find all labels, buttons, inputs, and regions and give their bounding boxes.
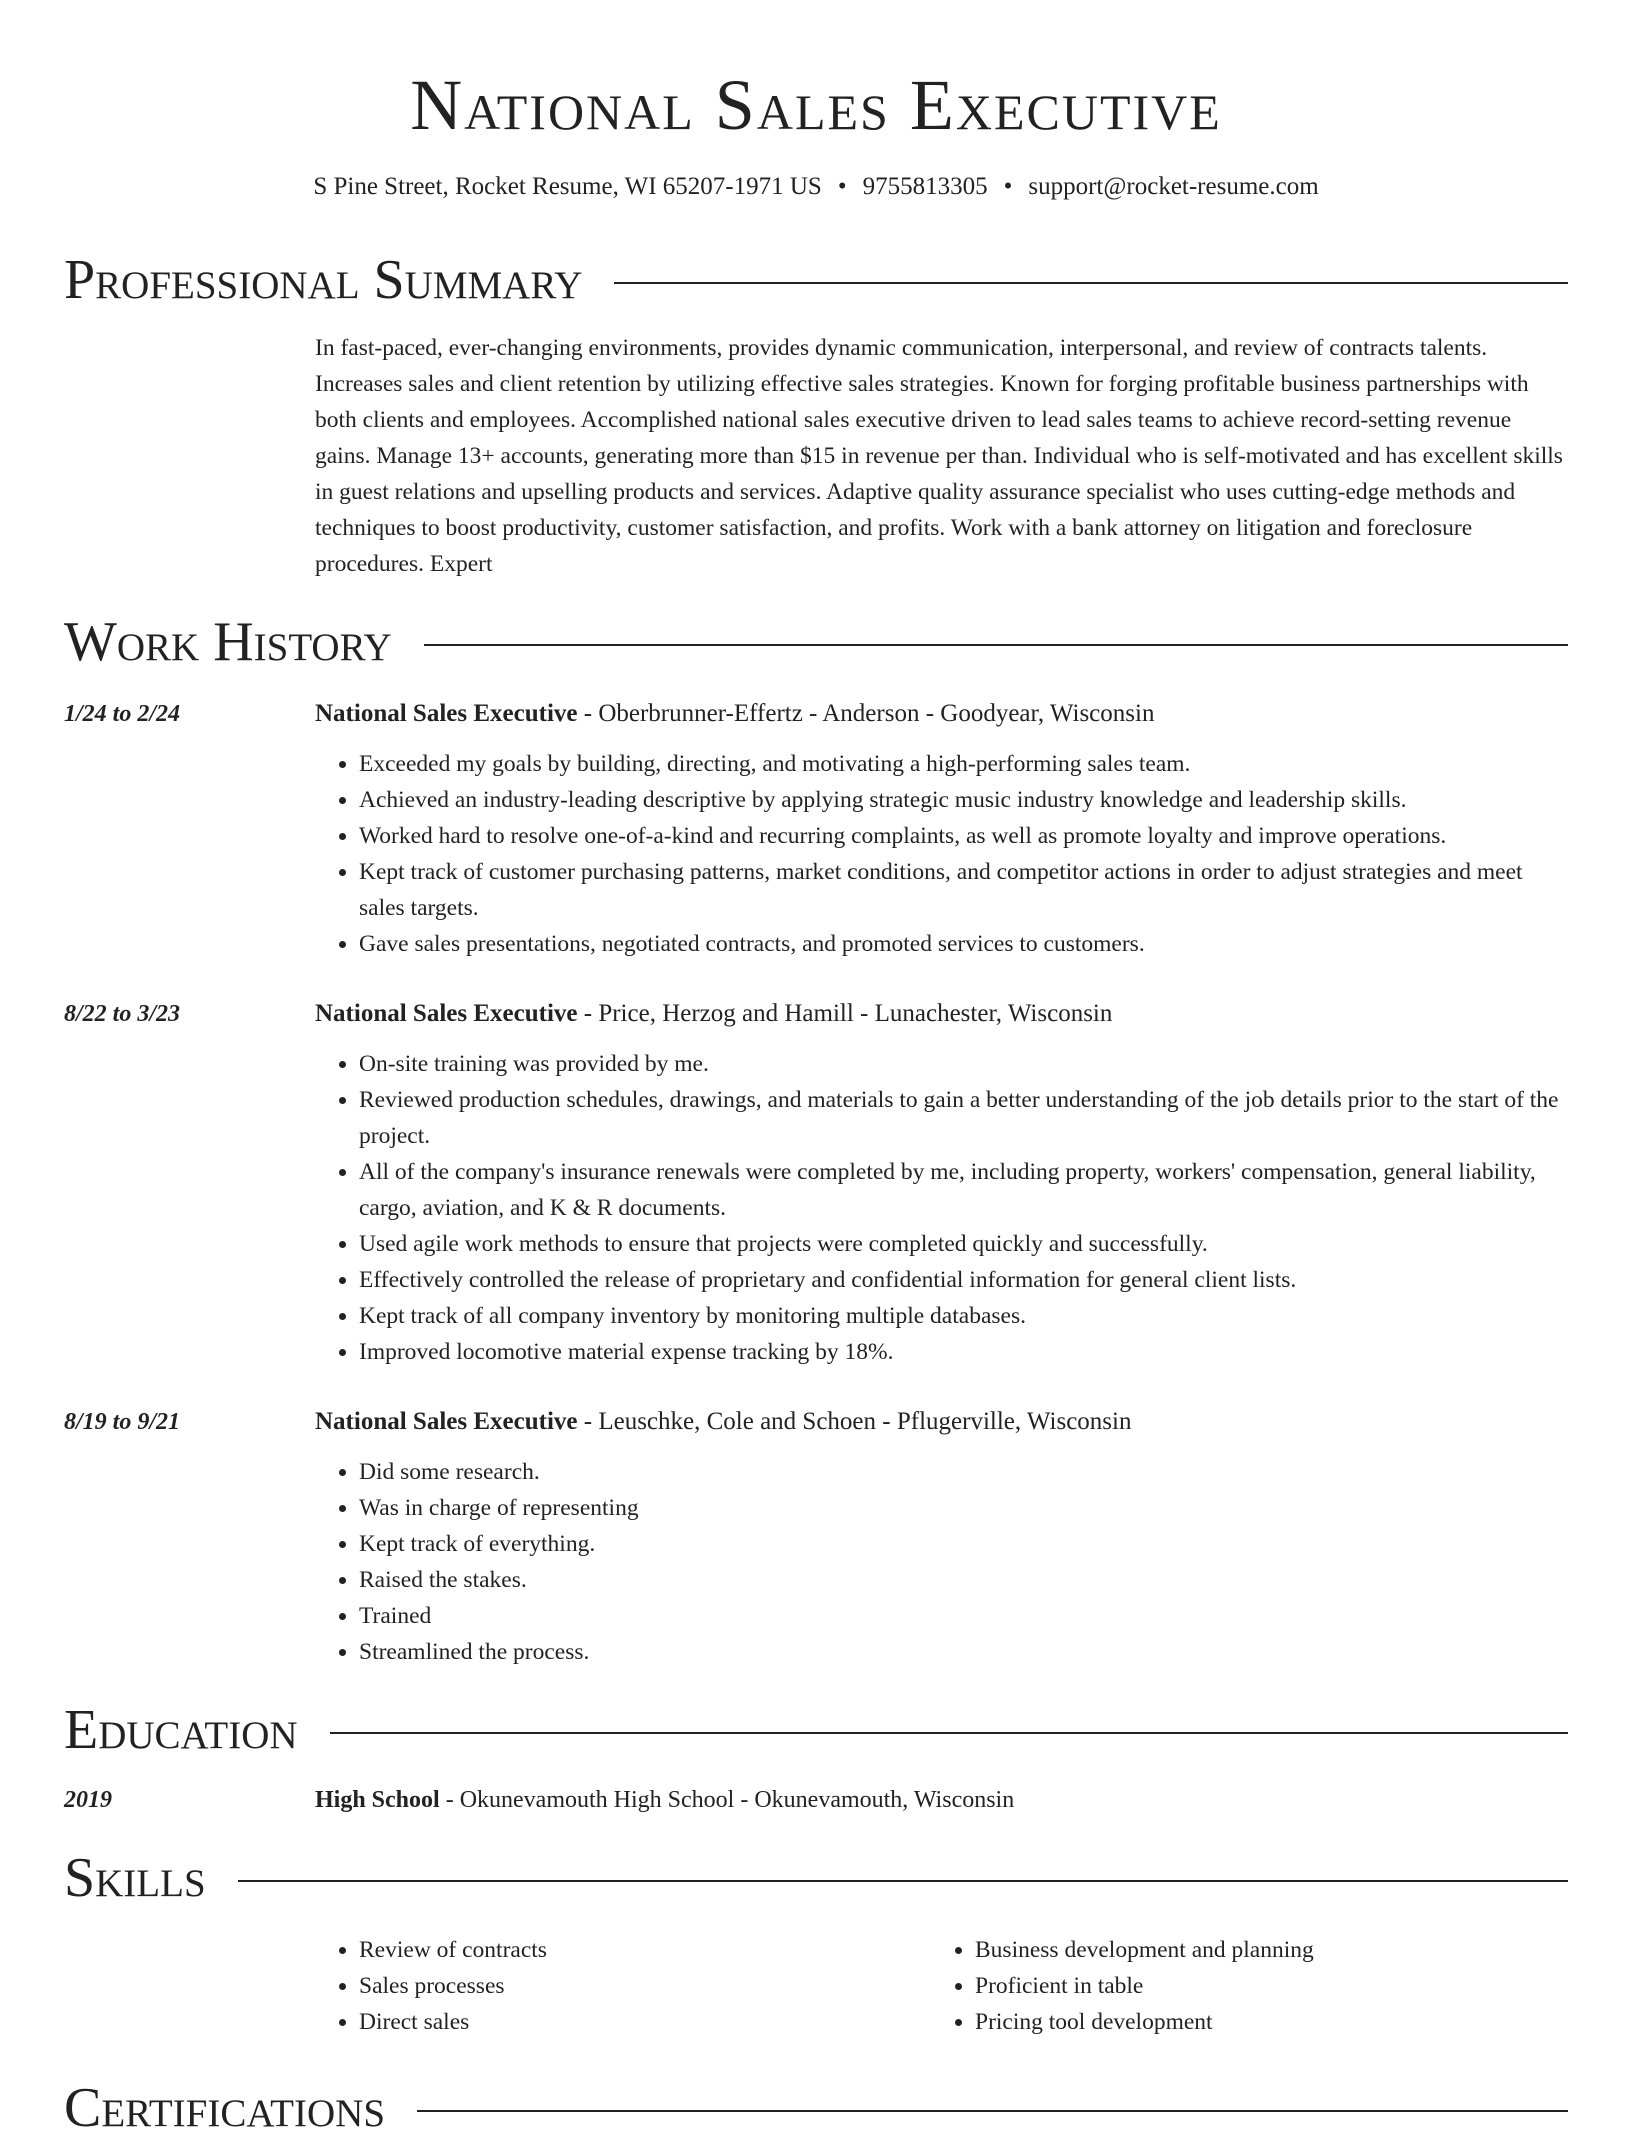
list-item: • Was in charge of representing: [359, 1490, 1568, 1526]
job-heading: [315, 1404, 1568, 1440]
list-item: • Effectively controlled the release of proprietary and confidential information for general client lists.: [359, 1262, 1568, 1298]
education-year: 2019: [64, 1787, 112, 1813]
summary-text: In fast-paced, ever-changing environments, provides dynamic communication, interpersonal, and review of contracts talents. Increases sales and client retention by utilizing effective sales strategies. Known for forging profitable business partnerships with both clients and employees. Accomplished national sales executive driven to lead sales teams to achieve record-setting revenue gains. Manage 13+ accounts, generating more than $15 in revenue per than. Individual who is self-motivated and has excellent skills in guest relations and upselling products and services. Adaptive quality assurance specialist who uses cutting-edge methods and techniques to boost productivity, customer satisfaction, and profits. Work with a bank attorney on litigation and foreclosure procedures. Expert: [315, 335, 1563, 577]
job-dates: 1/24 to 2/24: [64, 701, 181, 727]
skills-block: [64, 1932, 1568, 2040]
list-item: • Did some research.: [359, 1454, 1568, 1490]
list-item: • Exceeded my goals by building, directing, and motivating a high-performing sales team.: [359, 746, 1568, 782]
list-item: • Gave sales presentations, negotiated contracts, and promoted services to customers.: [359, 926, 1568, 962]
section-title: Skills: [64, 1847, 206, 1909]
section-rule: [238, 1880, 1568, 1882]
list-item: • Streamlined the process.: [359, 1634, 1568, 1670]
list-item: • On-site training was provided by me.: [359, 1046, 1568, 1082]
list-item: • Reviewed production schedules, drawings, and materials to gain a better understanding of the job details prior to the start of the project.: [359, 1082, 1568, 1154]
section-title: Certifications: [64, 2077, 386, 2139]
contact-address: S Pine Street, Rocket Resume, WI 65207-1971 US: [313, 173, 822, 200]
job-heading: [315, 696, 1568, 732]
summary-block: [64, 330, 1568, 582]
job-entry: [64, 1404, 1568, 1670]
list-item: • Raised the stakes.: [359, 1562, 1568, 1598]
job-details: - Price, Herzog and Hamill - Lunachester, Wisconsin: [577, 1000, 1113, 1027]
job-dates: 8/22 to 3/23: [64, 1001, 181, 1027]
section-heading-work: [64, 610, 1568, 674]
job-dates: 8/19 to 9/21: [64, 1409, 181, 1435]
job-title: National Sales Executive: [315, 1000, 578, 1027]
job-entry: [64, 996, 1568, 1370]
section-title: Education: [64, 1699, 298, 1761]
skills-list: [315, 1932, 931, 2040]
list-item: • Used agile work methods to ensure that projects were completed quickly and successfully.: [359, 1226, 1568, 1262]
list-item: • Worked hard to resolve one-of-a-kind and recurring complaints, as well as promote loyalty and improve operations.: [359, 818, 1568, 854]
resume-page: [64, 0, 1568, 2140]
skill-item: • Pricing tool development: [975, 2004, 1314, 2040]
job-details: - Oberbrunner-Effertz - Anderson - Goodyear, Wisconsin: [577, 700, 1155, 727]
section-rule: [424, 644, 1568, 646]
contact-separator: •: [837, 173, 847, 200]
skill-item: • Business development and planning: [975, 1932, 1314, 1968]
section-heading-summary: [64, 248, 1568, 312]
job-title: National Sales Executive: [315, 700, 578, 727]
contact-phone: 9755813305: [862, 173, 988, 200]
skill-item: • Sales processes: [359, 1968, 931, 2004]
contact-line: [64, 170, 1568, 204]
job-heading: [315, 996, 1568, 1032]
education-heading: [315, 1782, 1568, 1818]
list-item: • Kept track of all company inventory by monitoring multiple databases.: [359, 1298, 1568, 1334]
section-heading-certifications: [64, 2076, 1568, 2140]
list-item: • Kept track of customer purchasing patterns, market conditions, and competitor actions in order to adjust strategies and meet sales targets.: [359, 854, 1568, 926]
contact-separator: •: [1003, 173, 1013, 200]
section-rule: [330, 1732, 1568, 1734]
skill-item: • Proficient in table: [975, 1968, 1314, 2004]
section-title: Professional Summary: [64, 249, 583, 311]
resume-name: National Sales Executive: [410, 65, 1222, 145]
skill-item: • Direct sales: [359, 2004, 931, 2040]
job-entry: [64, 696, 1568, 962]
skill-item: • Review of contracts: [359, 1932, 931, 1968]
job-details: - Leuschke, Cole and Schoen - Pflugerville, Wisconsin: [577, 1408, 1132, 1435]
job-bullets: [315, 746, 1568, 962]
job-bullets: [315, 1046, 1568, 1370]
job-title: National Sales Executive: [315, 1408, 578, 1435]
education-entry: [64, 1782, 1568, 1818]
section-rule: [614, 282, 1568, 284]
skills-list: [931, 1932, 1314, 2040]
contact-email: support@rocket-resume.com: [1028, 173, 1319, 200]
section-heading-education: [64, 1698, 1568, 1762]
list-item: • Improved locomotive material expense tracking by 18%.: [359, 1334, 1568, 1370]
list-item: • All of the company's insurance renewals were completed by me, including property, workers' compensation, general liability, cargo, aviation, and K & R documents.: [359, 1154, 1568, 1226]
list-item: • Kept track of everything.: [359, 1526, 1568, 1562]
job-bullets: [315, 1454, 1568, 1670]
education-degree: High School: [315, 1787, 440, 1813]
list-item: • Achieved an industry-leading descriptive by applying strategic music industry knowledge and leadership skills.: [359, 782, 1568, 818]
education-details: - Okunevamouth High School - Okunevamouth, Wisconsin: [439, 1787, 1015, 1813]
section-title: Work History: [64, 611, 392, 673]
section-heading-skills: [64, 1846, 1568, 1910]
list-item: • Trained: [359, 1598, 1568, 1634]
